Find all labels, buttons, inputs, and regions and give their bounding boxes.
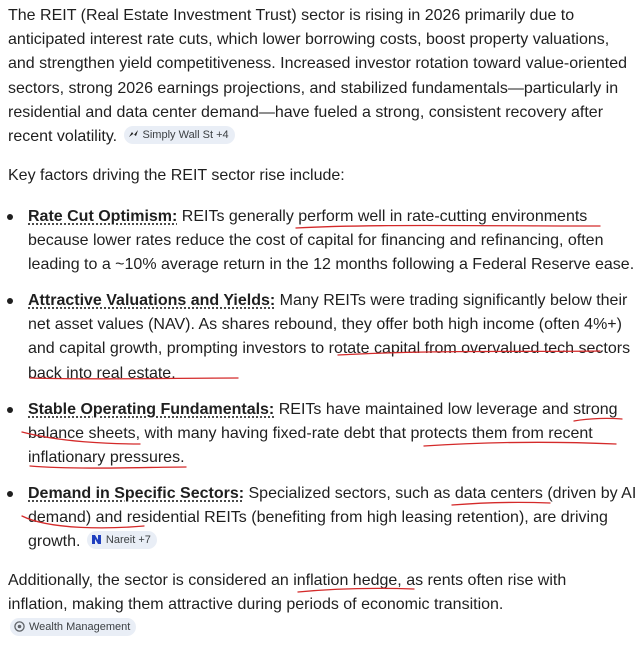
factor-heading: Attractive Valuations and Yields: [28,292,276,309]
annotated-phrase: data centers [454,485,543,502]
factor-heading: Demand in Specific Sectors: [28,485,245,502]
annotated-phrase: protects them from recent inflationary pressures [28,425,593,467]
source-chip-simply-wall-st[interactable] [124,126,235,144]
source-chip-label: Simply Wall St +4 [142,128,229,141]
intro-text: The REIT (Real Estate Investment Trust) sector is rising in 2026 primarily due to anticipated interest rate cuts, which lower borrowing costs, boost property valuations, and strengthen yield competitiveness. Increased investor rotation toward value-oriented sectors, strong 2026 earnings projections, and stabilized fundamentals—particularly in residential and data center demand—have fueled a strong, consistent recovery after recent volatility. [8,7,628,146]
source-chip-wealth-management[interactable] [10,618,136,636]
list-item: Attractive Valuations and Yields: Many REITs were trading significantly below their net asset values (NAV). As shares rebound, they offer both high income (often 4%+) and capital growth, prompting investors to rotate capital from overvalued tech sectors back into real estate. [28,289,640,386]
annotated-phrase: inflation hedge [293,572,398,589]
nareit-icon [91,534,102,545]
factor-heading: Stable Operating Fundamentals: [28,401,275,418]
annotated-phrase: rotate capital from overvalued tech sectors back into real estate [28,340,631,382]
source-chip-label: Wealth Management [29,620,131,633]
closing-paragraph: Additionally, the sector is considered an inflation hedge, as rents often rise with inflation, making them attractive during periods of economic transition. Wealth Management [8,569,628,642]
factors-lead: Key factors driving the REIT sector rise include: [8,167,345,184]
source-chip-nareit[interactable] [87,531,157,549]
annotated-phrase: strong balance sheets [28,401,618,443]
source-chip-label: Nareit +7 [105,533,151,546]
list-item: Stable Operating Fundamentals: REITs have maintained low leverage and strong balance sheets, with many having fixed-rate debt that protects them from recent inflationary pressures. [28,398,640,471]
list-item: Demand in Specific Sectors: Specialized sectors, such as data centers (driven by AI demand) and residential REITs (benefiting from high leasing retention), are driving growth. Nareit +7 [28,482,640,555]
annotated-phrase: AI demand) [28,485,637,527]
factor-heading: Rate Cut Optimism: [28,208,178,225]
simply-wall-st-icon [128,129,139,140]
wealth-management-icon [14,621,25,632]
annotated-phrase: perform well in rate-cutting environments [298,208,588,225]
list-item: Rate Cut Optimism: REITs generally perform well in rate-cutting environments because lower rates reduce the cost of capital for financing and refinancing, often leading to a ~10% average return in the 12 months following a Federal Reserve ease. [28,205,640,278]
intro-paragraph [8,4,640,149]
